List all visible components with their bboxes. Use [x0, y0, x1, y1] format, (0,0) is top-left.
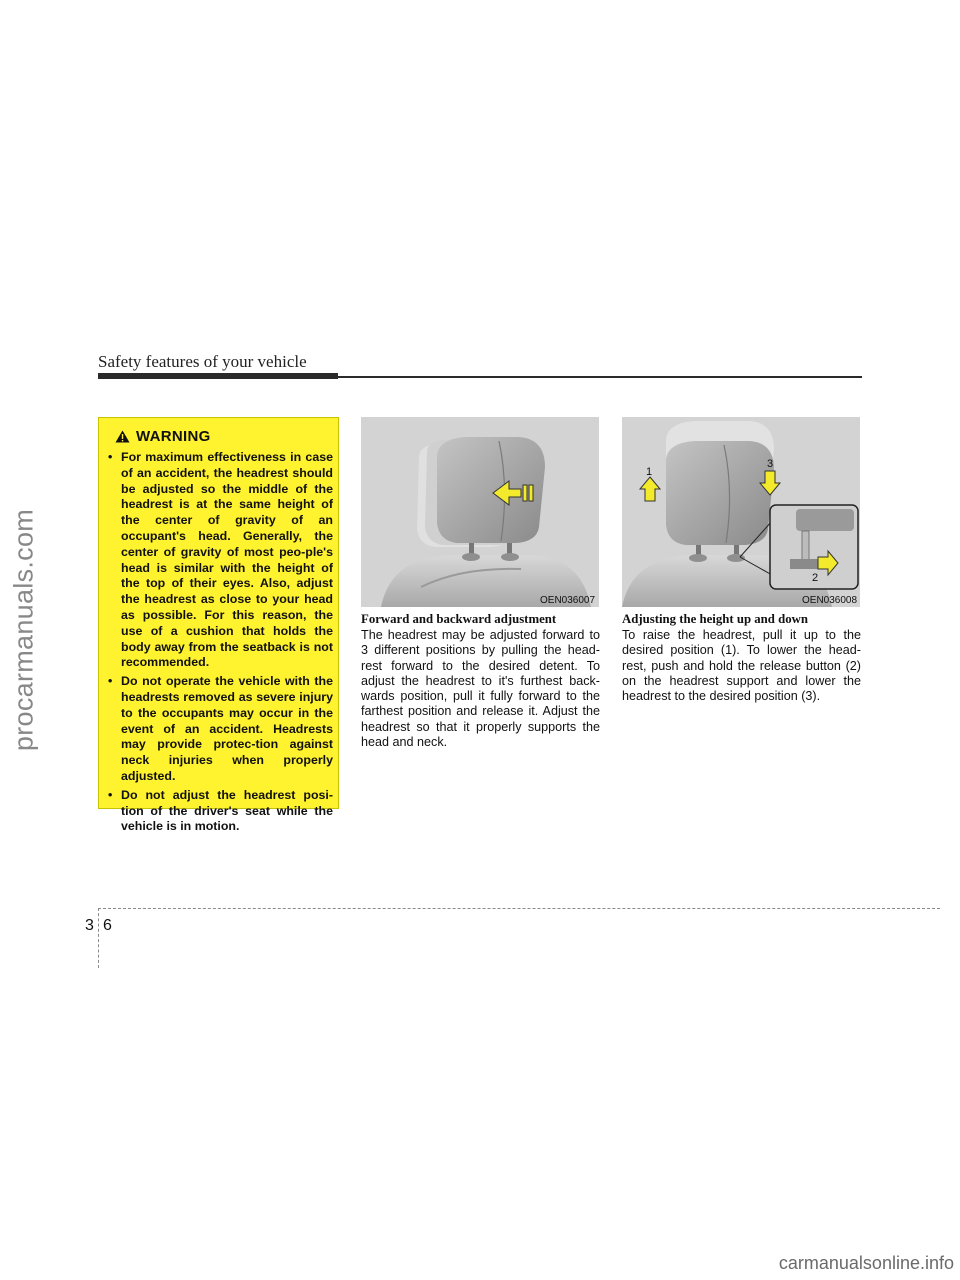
page-header-title: Safety features of your vehicle	[98, 352, 307, 371]
warning-item: • For maximum effectiveness in case of an accident, the headrest should be adjusted so the middle of the headrest is at the same height of the center of gravity of an occupant's head. Generally, the center of gravity of most peo-ple's head is similar with the height of the top of their eyes. Also, adjust the headrest as close to your head as possible. For this reason, the use of a cushion that holds the body away from the seatback is not recommended.	[107, 450, 333, 671]
side-watermark	[4, 420, 44, 840]
page-section-number: 3	[85, 917, 94, 934]
callout-1: 1	[646, 466, 653, 478]
warning-box	[98, 417, 339, 834]
page-number: 6	[103, 917, 112, 934]
footer-rule	[98, 908, 940, 909]
section-body-height: To raise the headrest, pull it up to the desired position (1). To lower the head-rest, push and hold the release button (2) on the headrest support and lower the headrest to the desired position (3).	[622, 628, 861, 704]
headrest-height-illustration	[622, 417, 860, 607]
warning-list	[107, 450, 333, 838]
headrest-forward-drawing	[361, 417, 599, 607]
warning-label: WARNING	[136, 428, 211, 445]
headrest-forward-illustration	[361, 417, 599, 607]
warning-triangle-icon	[115, 430, 130, 443]
footer-divider	[98, 908, 99, 968]
figure-code: OEN036007	[540, 595, 596, 606]
header-bar	[98, 373, 338, 379]
warning-header	[115, 428, 211, 445]
warning-item: • Do not adjust the headrest posi-tion of the driver's seat while the vehicle is in motion.	[107, 788, 333, 835]
side-watermark-text: procarmanuals.com	[8, 508, 39, 752]
bottom-watermark: carmanualsonline.info	[778, 1253, 954, 1273]
figure-code: OEN036008	[802, 595, 858, 606]
headrest-height-drawing	[622, 417, 860, 607]
warning-item: • Do not operate the vehicle with the headrests removed as severe injury to the occupants may occur in the event of an accident. Headrests may provide protec-tion against neck injuries when properly adjusted.	[107, 674, 333, 785]
header-rule	[338, 376, 862, 378]
release-button-detail	[770, 505, 858, 589]
section-title-height: Adjusting the height up and down	[622, 612, 808, 626]
callout-2: 2	[812, 572, 819, 584]
section-body-forward-backward: The headrest may be adjusted forward to 3 different positions by pulling the head-rest forward to the desired detent. To adjust the headrest to it's furthest back-wards position, pull it fully forward to the farthest position and release it. Adjust the headrest so that it properly supports the head and neck.	[361, 628, 600, 750]
section-title-forward-backward: Forward and backward adjustment	[361, 612, 557, 626]
callout-3: 3	[767, 458, 774, 470]
